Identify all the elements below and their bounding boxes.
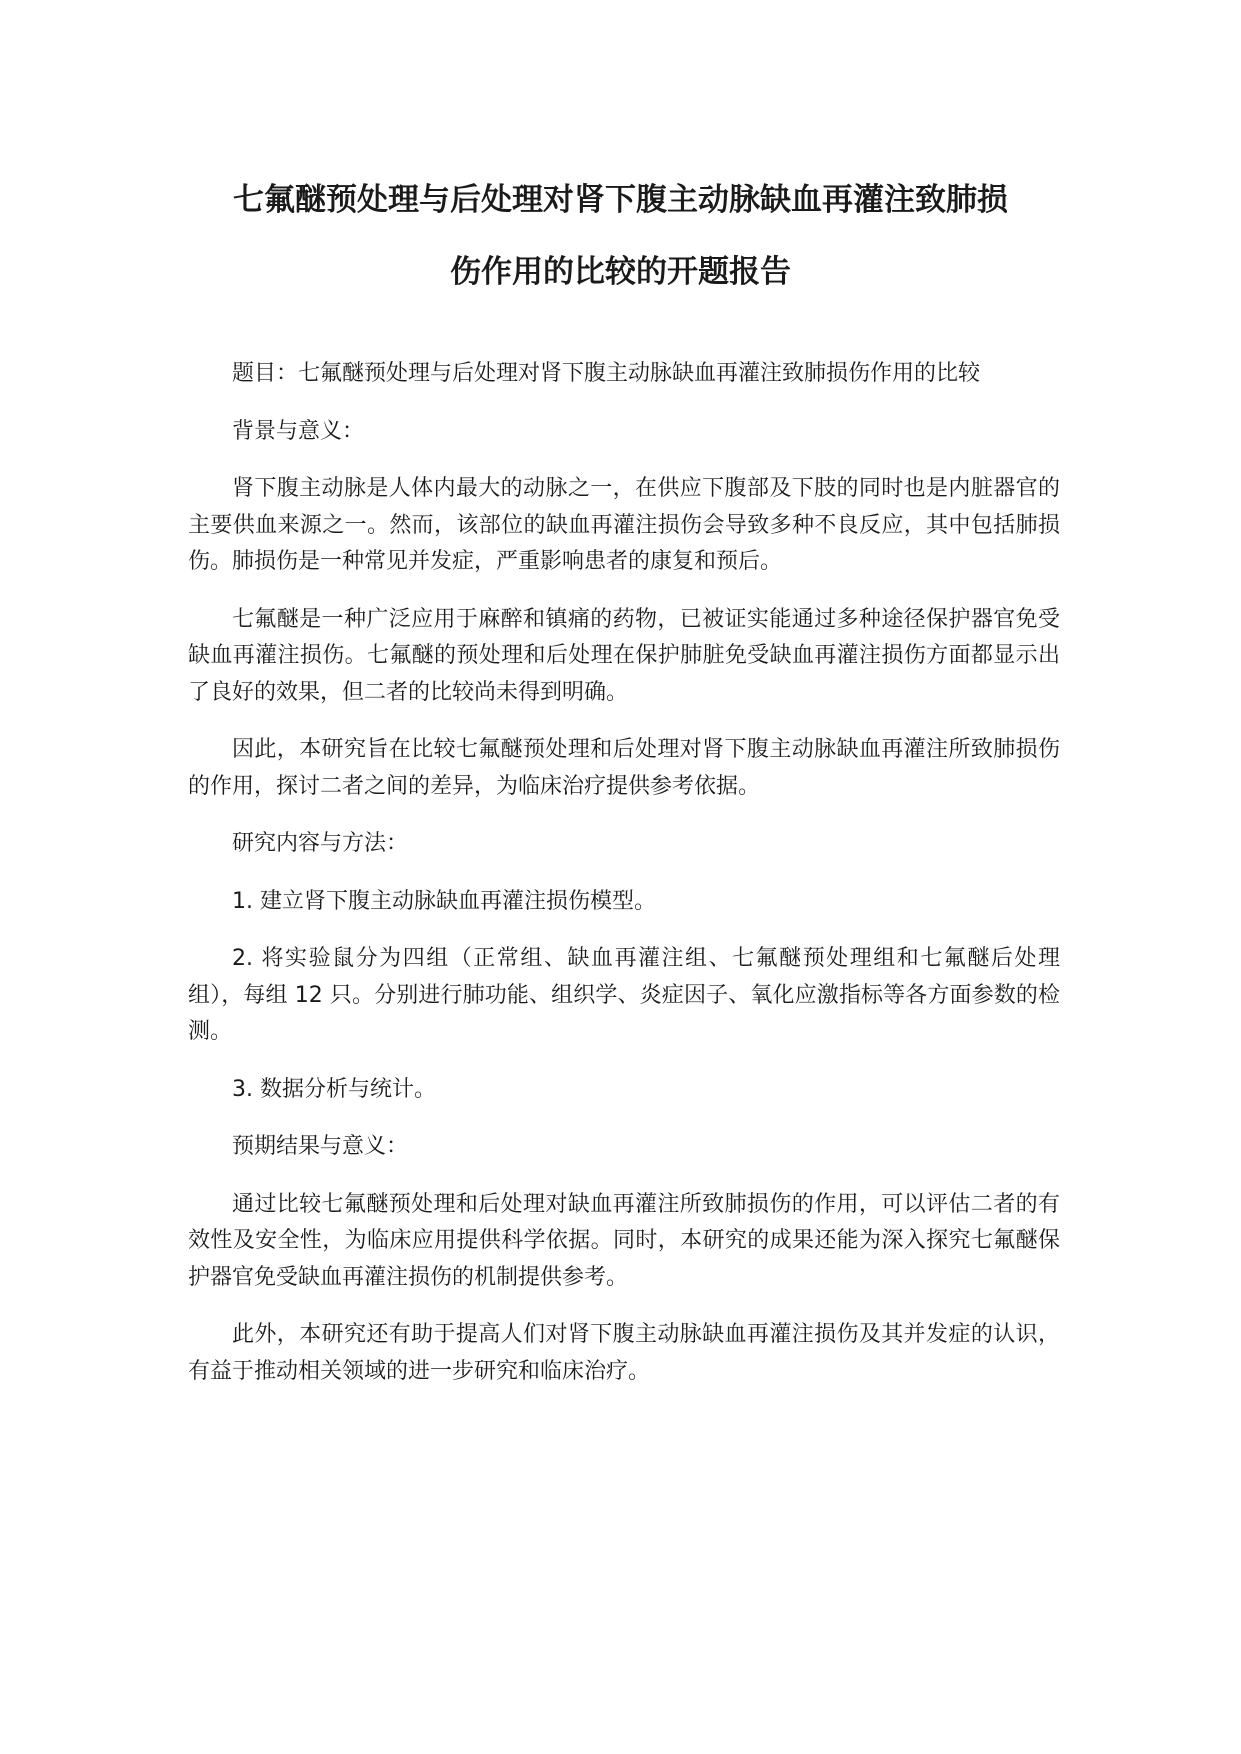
topic-paragraph: 题目：七氟醚预处理与后处理对肾下腹主动脉缺血再灌注致肺损伤作用的比较 — [232, 361, 981, 386]
expected-results-paragraph-1: 通过比较七氟醚预处理和后处理对缺血再灌注所致肺损伤的作用，可以评估二者的有效性及安全性，为临床应用提供科学依据。同时，本研究的成果还能为深入探究七氟醚保护器官免受缺血再灌注损伤的机制提供参考。 — [188, 1191, 1060, 1290]
background-paragraph-2: 七氟醚是一种广泛应用于麻醉和镇痛的药物，已被证实能通过多种途径保护器官免受缺血再灌注损伤。七氟醚的预处理和后处理在保护肺脏免受缺血再灌注损伤方面都显示出了良好的效果，但二者的比较尚未得到明确。 — [188, 606, 1060, 705]
methods-item-3: 3. 数据分析与统计。 — [232, 1076, 436, 1102]
background-paragraph-1: 肾下腹主动脉是人体内最大的动脉之一，在供应下腹部及下肢的同时也是内脏器官的主要供血来源之一。然而，该部位的缺血再灌注损伤会导致多种不良反应，其中包括肺损伤。肺损伤是一种常见并发症，严重影响患者的康复和预后。 — [188, 476, 1060, 574]
section-heading-background: 背景与意义： — [232, 418, 365, 444]
methods-item-1: 1. 建立肾下腹主动脉缺血再灌注损伤模型。 — [232, 888, 656, 914]
background-paragraph-3: 因此，本研究旨在比较七氟醚预处理和后处理对肾下腹主动脉缺血再灌注所致肺损伤的作用，探讨二者之间的差异，为临床治疗提供参考依据。 — [188, 737, 1060, 799]
document-body — [188, 356, 1060, 1390]
methods-item-2: 2. 将实验鼠分为四组（正常组、缺血再灌注组、七氟醚预处理组和七氟醚后处理组），每组 12 只。分别进行肺功能、组织学、炎症因子、氧化应激指标等各方面参数的检测。 — [188, 946, 1060, 1044]
expected-results-paragraph-2: 此外，本研究还有助于提高人们对肾下腹主动脉缺血再灌注损伤及其并发症的认识，有益于推动相关领域的进一步研究和临床治疗。 — [188, 1322, 1060, 1384]
section-heading-methods: 研究内容与方法： — [232, 831, 409, 856]
document-title-line-2: 伤作用的比较的开题报告 — [450, 254, 791, 290]
document-title-line-1: 七氟醚预处理与后处理对肾下腹主动脉缺血再灌注致肺损 — [233, 182, 1008, 218]
section-heading-expected-results: 预期结果与意义： — [232, 1134, 409, 1159]
